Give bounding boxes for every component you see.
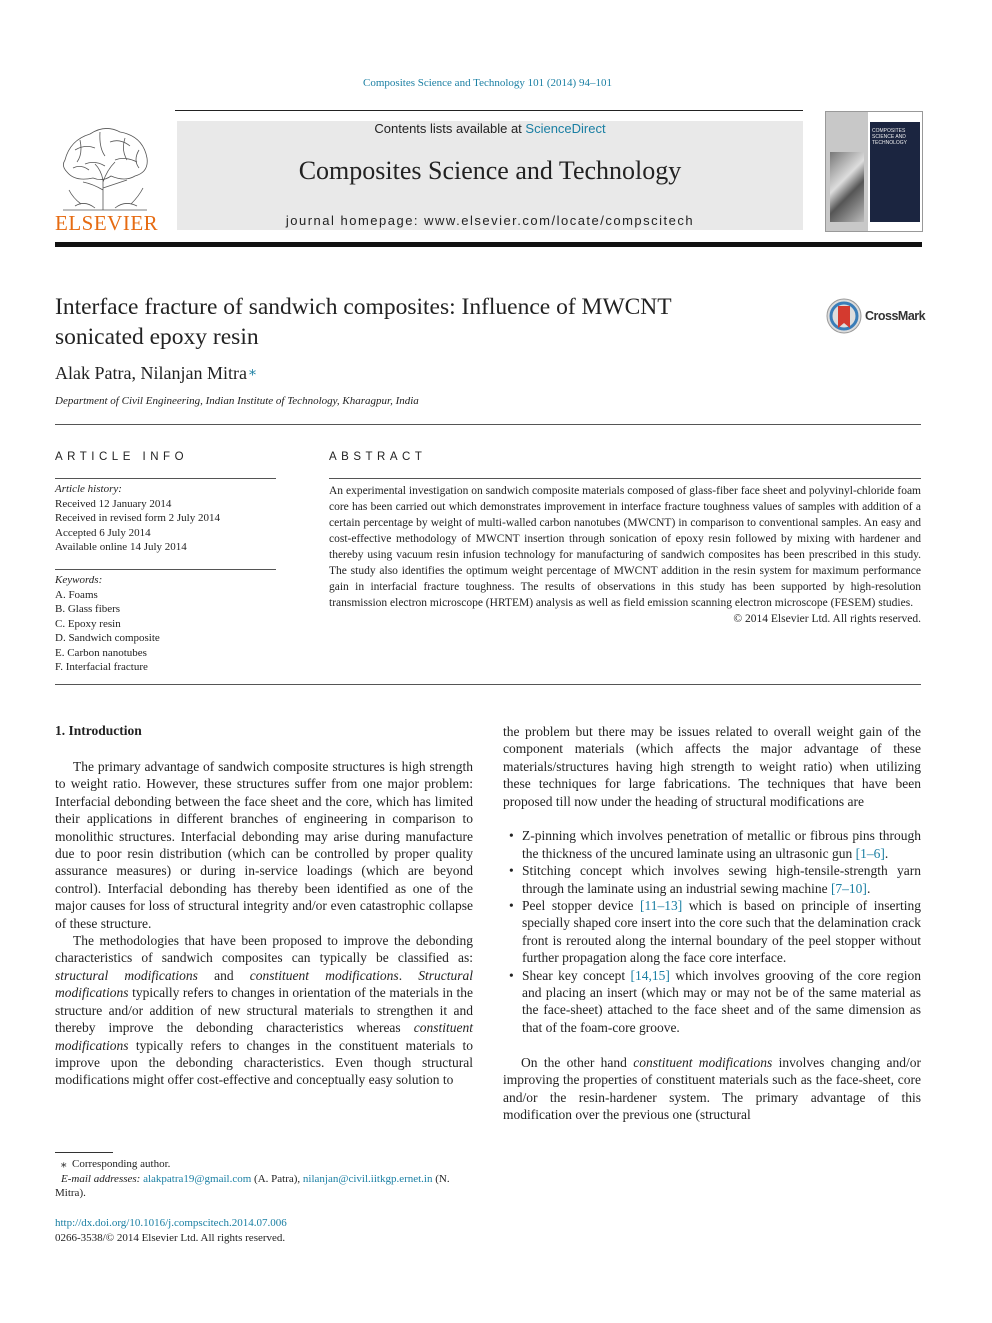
affiliation: Department of Civil Engineering, Indian Institute of Technology, Kharagpur, India: [55, 395, 419, 407]
author-list: [55, 363, 256, 384]
homepage-url[interactable]: www.elsevier.com/locate/compscitech: [424, 213, 695, 228]
keywords: [55, 573, 280, 675]
list-item: • Shear key concept [14,15] which involves grooving of the core region and placing an insert (which may or may not be of the same material as the face-sheet) attached to the face sheet and of the same dimension as that of the foam-core groove.: [509, 967, 921, 1035]
elsevier-wordmark: ELSEVIER: [55, 211, 159, 235]
keyword-item: C. Epoxy resin: [55, 617, 121, 630]
right-column: [503, 723, 921, 1123]
article-info-heading: ARTICLE INFO: [55, 451, 189, 463]
crossmark-icon[interactable]: [826, 298, 862, 334]
history-item: Available online 14 July 2014: [55, 541, 187, 553]
citation-link[interactable]: [1–6]: [855, 845, 885, 861]
section-heading: 1. Introduction: [55, 723, 142, 738]
header-thick-rule: [55, 242, 922, 247]
doi-block: [55, 1216, 287, 1245]
issn-line: 0266-3538/© 2014 Elsevier Ltd. All rights reserved.: [55, 1231, 286, 1244]
homepage-prefix: journal homepage:: [285, 213, 425, 228]
crossmark-label[interactable]: CrossMark: [865, 309, 926, 323]
email-link-mitra[interactable]: nilanjan@civil.iitkgp.ernet.in: [302, 1172, 433, 1185]
article-title-line1: Interface fracture of sandwich composites: Influence of MWCNT: [55, 294, 672, 320]
keyword-item: E. Carbon nanotubes: [55, 646, 147, 659]
article-title-line2: sonicated epoxy resin: [55, 324, 259, 350]
abstract-body: An experimental investigation on sandwich composite materials composed of glass-fiber face sheet and polyvinyl-chloride foam core has been carried out which demonstrates improvement in interface fracture toughness values of samples with addition of a certain percentage by weight of multi-walled carbon nanotubes (MWCNT) in comparison to conventional samples. An easy and cost-effective methodology of MWCNT insertion through sonication of epoxy resin followed by mixing with hardener and thereby using vacuum resin infusion technology for manufacturing of sandwich composites has been prescribed in this study. The study also identifies the optimum weight percentage of MWCNT addition in the resin system for maximum performance gain in interfacial fracture toughness. The results of observations in this study has been supported by high-resolution transmission electron microscope (HRTEM) analysis as well as field emission scanning electron microscope (FESEM) studies.: [329, 485, 921, 609]
keyword-item: F. Interfacial fracture: [55, 661, 148, 673]
intro-paragraph-1: The primary advantage of sandwich composite structures is high strength to weight ratio. However, these structures suffer from one major problem: Interfacial debonding between the face sheet and the core, which has limited their applications in different branches of engineering in comparison to monolithic structures. Interfacial debonding may arise during manufacture due to poor resin distribution (which can be controlled by proper quality assurance measures) or during in-service loadings (which are beyond control). Interfacial debonding has thereby been identified as one of the major causes for loss of structural integrity and/or even catastrophic collapse of these structure.: [55, 759, 473, 931]
header-top-rule: [175, 110, 803, 111]
contents-prefix: Contents lists available at: [374, 121, 526, 136]
authors: Alak Patra, Nilanjan Mitra: [55, 363, 247, 383]
elsevier-tree-logo: [55, 120, 155, 212]
email-link-patra[interactable]: alakpatra19@gmail.com: [143, 1172, 252, 1185]
contents-line: [177, 121, 803, 136]
sciencedirect-link[interactable]: ScienceDirect: [525, 121, 606, 136]
keyword-item: D. Sandwich composite: [55, 632, 160, 644]
email-note: E-mail addresses: alakpatra19@gmail.com (A. Patra), nilanjan@civil.iitkgp.ernet.in (N. Mitra).: [55, 1172, 450, 1199]
history-item: Received 12 January 2014: [55, 497, 172, 510]
corresponding-author-note: ⁎ Corresponding author.: [61, 1158, 171, 1170]
keyword-item: A. Foams: [55, 588, 98, 601]
footnote: [55, 1157, 475, 1201]
article-history: [55, 482, 280, 555]
footnote-rule: [55, 1152, 113, 1153]
modification-list: [503, 827, 921, 1036]
article-title: [55, 292, 775, 352]
abstract-heading: ABSTRACT: [329, 451, 427, 463]
left-column: [55, 758, 473, 1089]
citation-link[interactable]: [14,15]: [630, 967, 670, 983]
journal-homepage: [177, 213, 803, 228]
citation-link[interactable]: [7–10]: [830, 880, 867, 896]
doi-link[interactable]: http://dx.doi.org/10.1016/j.compscitech.2014.07.006: [55, 1217, 287, 1229]
cover-title: COMPOSITES SCIENCE AND TECHNOLOGY: [872, 128, 908, 146]
intro-paragraph-2: The methodologies that have been proposed to improve the debonding characteristics of sandwich composites can typically be classified as: structural modifications and constituent modifications. Structural modifications typically refers to changes in orientation of the materials in the structure and/or addition of new structural materials to strengthen it and thereby improve the debonding characteristics whereas constituent modifications typically refers to changes in the constituent materials to improve upon the debonding characteristics. Even though structural modifications might offer cost-effective and conceptually easy solution to: [55, 933, 474, 1088]
journal-reference[interactable]: Composites Science and Technology 101 (2014) 94–101: [363, 77, 612, 89]
right-paragraph-1: the problem but there may be issues related to overall weight gain of the component materials (which affects the major advantage of these materials/structures having high strength to weight ratio) when utilizing these techniques for large fabrications. The techniques that have been proposed till now under the heading of structural modifications are: [503, 724, 921, 809]
article-info-rule: [55, 478, 276, 479]
title-divider: [55, 424, 921, 425]
abstract-copyright: © 2014 Elsevier Ltd. All rights reserved.: [733, 613, 921, 625]
list-item: • Stitching concept which involves sewing high-tensile-strength yarn through the laminate using an industrial sewing machine [7–10].: [509, 863, 921, 896]
corresponding-author-mark[interactable]: ⁎: [248, 364, 256, 379]
journal-name: Composites Science and Technology: [298, 156, 682, 185]
history-item: Received in revised form 2 July 2014: [55, 512, 220, 524]
list-item: • Z-pinning which involves penetration of metallic or fibrous pins through the thickness of the uncured laminate using an ultrasonic gun [1–6].: [509, 828, 921, 861]
keyword-item: B. Glass fibers: [55, 603, 121, 615]
keywords-rule: [55, 569, 276, 570]
history-item: Accepted 6 July 2014: [55, 526, 151, 539]
citation-link[interactable]: [11–13]: [639, 898, 683, 914]
history-label: Article history:: [55, 483, 122, 495]
right-paragraph-2: On the other hand constituent modifications involves changing and/or improving the properties of constituent materials such as the face-sheet, core and/or the resin-hardener system. The primary advantage of this modification over the previous one (structural: [503, 1054, 921, 1122]
abstract-text: [329, 483, 921, 627]
journal-cover-thumbnail: [825, 111, 923, 232]
list-item: • Peel stopper device [11–13] which is based on principle of inserting specially shaped core insert into the core such that the delamination crack front is rerouted along the internal boundary of the peel stopper without further propagation along the face core interface.: [509, 898, 921, 966]
abstract-divider: [55, 684, 921, 685]
keywords-label: Keywords:: [55, 574, 103, 586]
abstract-rule: [329, 478, 921, 479]
